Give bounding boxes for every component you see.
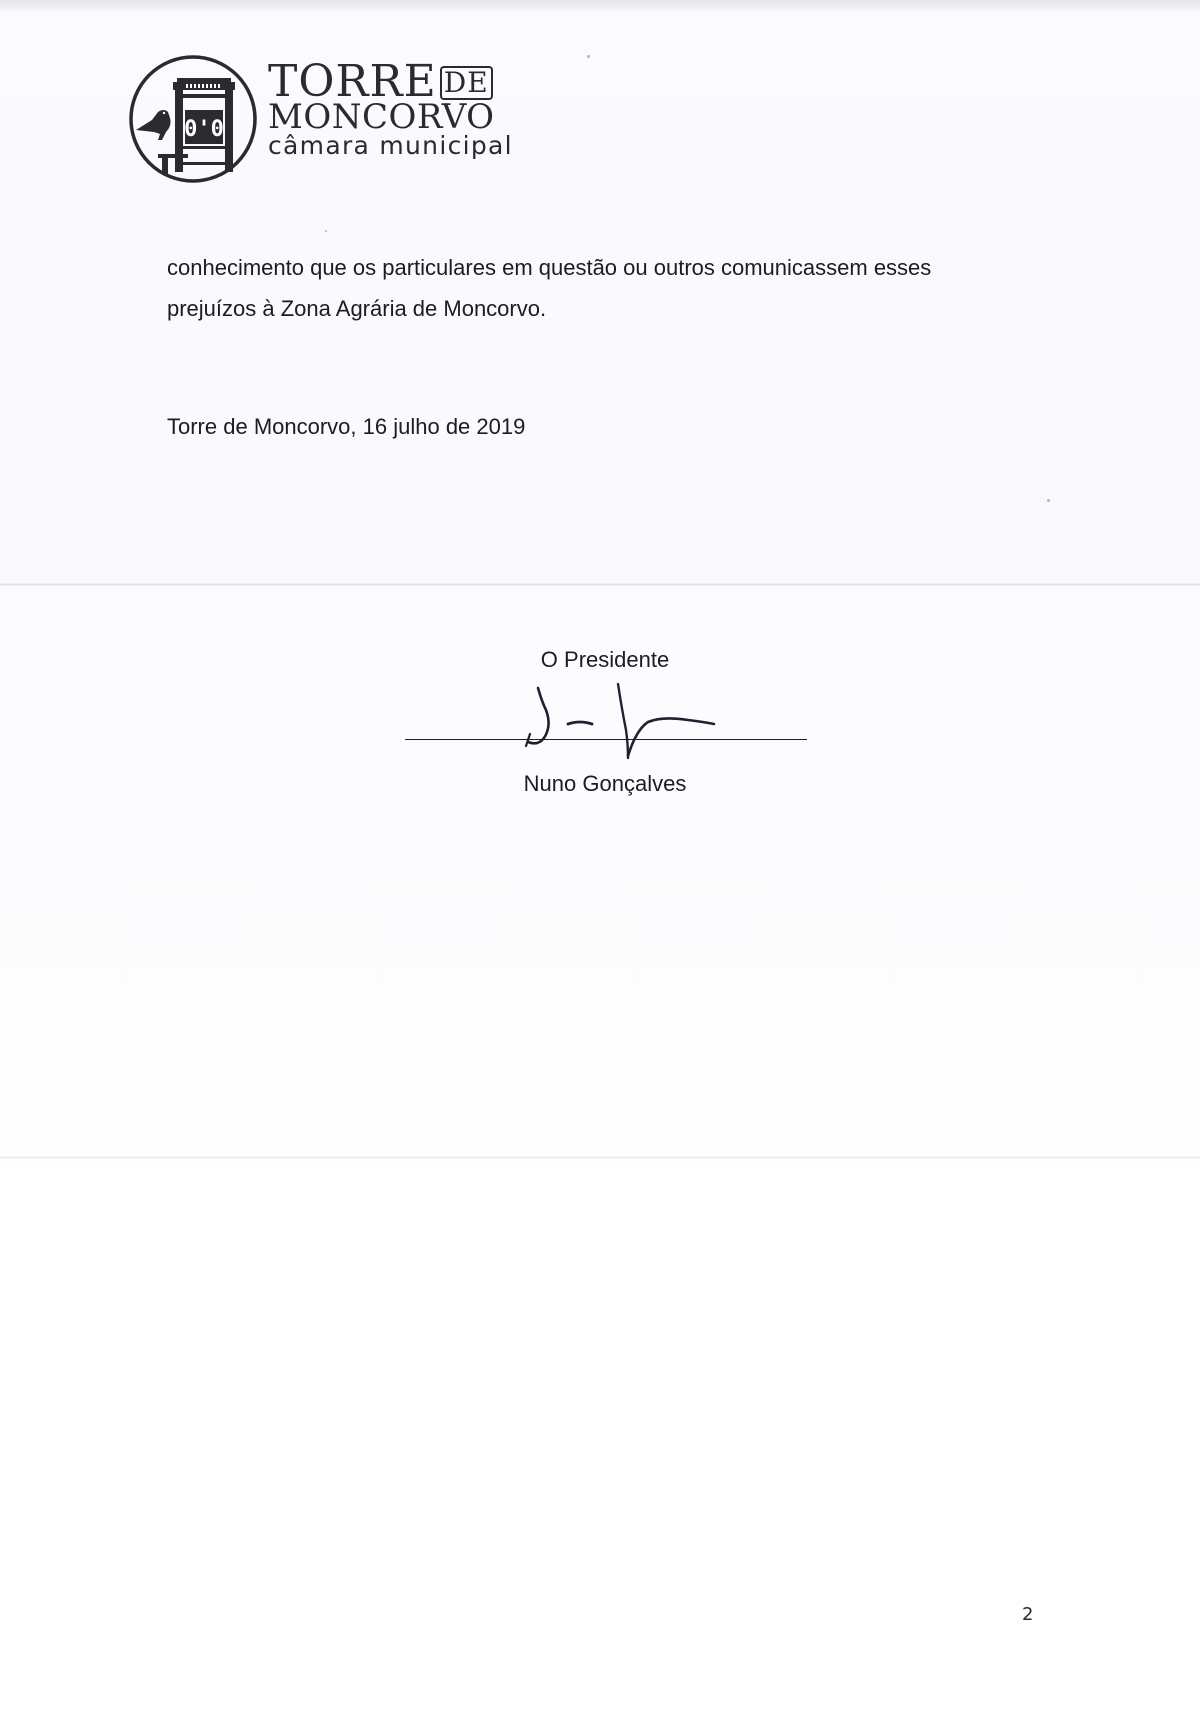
logo-camara-municipal: câmara municipal (268, 131, 513, 160)
paper-fold-line (0, 583, 1200, 586)
logo-torre: TORRE DE (268, 62, 513, 102)
scan-speck (325, 230, 327, 232)
handwritten-signature (518, 680, 748, 768)
page-number: 2 (1022, 1604, 1034, 1625)
signatory-title: O Presidente (540, 647, 670, 672)
paragraph-line: conhecimento que os particulares em questão ou outros comunicassem esses (167, 255, 932, 280)
scan-top-edge (0, 0, 1200, 12)
scan-speck (587, 55, 590, 58)
logo-moncorvo: MONCORVO (268, 97, 495, 137)
signatory-name: Nuno Gonçalves (523, 771, 687, 796)
paper-fold-line (0, 1156, 1200, 1159)
date-line: Torre de Moncorvo, 16 julho de 2019 (167, 414, 526, 439)
municipal-logo (128, 54, 513, 184)
tower-emblem-icon (128, 54, 258, 184)
svg-text:0'0: 0'0 (184, 117, 224, 142)
scan-speck (1047, 499, 1050, 502)
logo-de-badge: DE (440, 66, 493, 100)
paragraph-line: prejuízos à Zona Agrária de Moncorvo. (167, 296, 547, 321)
body-paragraph (167, 247, 1067, 329)
logo-wordmark (268, 56, 513, 160)
signature-block (400, 646, 810, 796)
